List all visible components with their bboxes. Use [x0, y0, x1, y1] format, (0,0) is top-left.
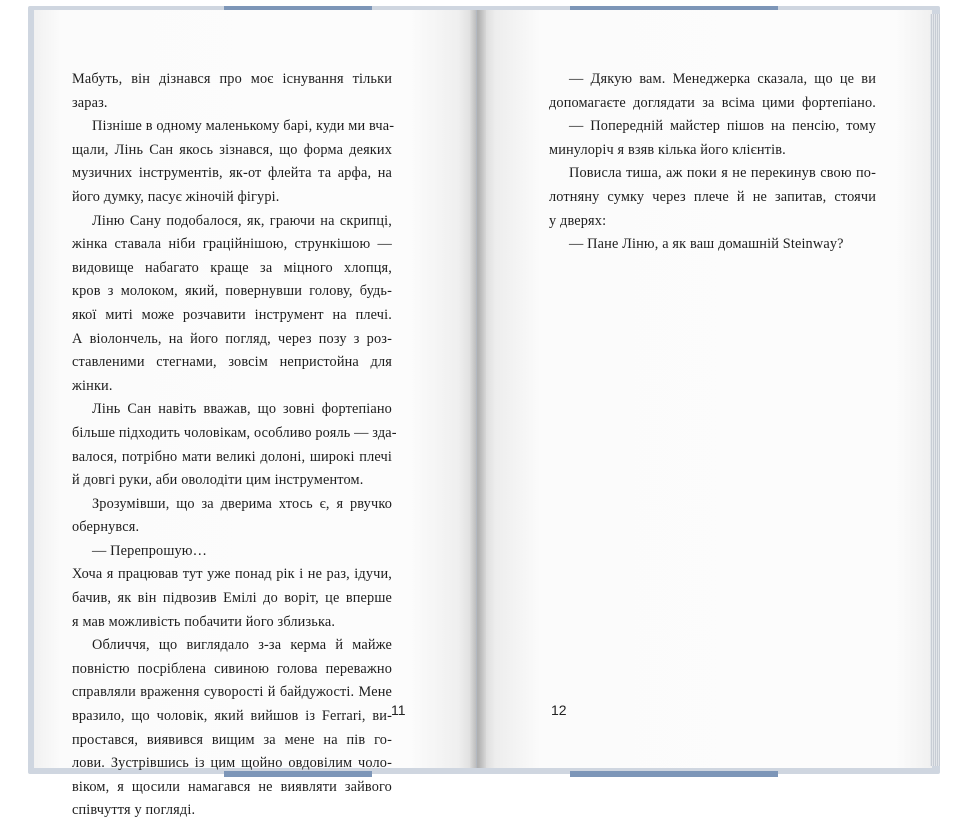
text-line: — Перепрошую… [92, 542, 208, 559]
book-gutter [470, 10, 486, 768]
text-line: Хоча я працював тут уже понад рік і не раз, ідучи, [72, 566, 392, 583]
text-line: його думку, пасує жіночій фігурі. [72, 188, 280, 205]
text-line: — Пане Ліню, а як ваш домашній Steinway? [569, 236, 844, 253]
text-line: обернувся. [72, 519, 140, 536]
text-line: А віолончель, на його погляд, через позу з роз- [72, 330, 392, 347]
text-line: простався, виявився вищим за мене на пів го- [72, 731, 392, 748]
text-line: якої миті може розчавити інструмент на плечі. [72, 306, 392, 323]
text-line: видовище набагато краще за міцного хлопця, [72, 259, 392, 276]
text-line: жінка ставала ніби граційнішою, стрункішою — [72, 236, 392, 253]
text-line: Зрозумівши, що за дверима хтось є, я рвучко [92, 495, 392, 512]
page-edges [930, 14, 940, 766]
text-line: лови. Зустрівшись із цим щойно овдовілим чоло- [72, 755, 392, 772]
text-line: Повисла тиша, аж поки я не перекинув свою по- [569, 165, 876, 182]
text-line: й довгі руки, аби оволодіти цим інструментом. [72, 472, 364, 489]
text-line: повністю посріблена сивиною голова переважно [72, 660, 392, 677]
text-line: Ліню Сану подобалося, як, граючи на скрипці, [92, 212, 392, 229]
text-line: жінки. [72, 377, 113, 394]
text-line: — Дякую вам. Менеджерка сказала, що це ви [569, 71, 876, 87]
text-line: Пізніше в одному маленькому барі, куди ми вча- [92, 118, 395, 135]
text-line: валося, потрібно мати великі долоні, широкі плечі [72, 448, 392, 465]
text-line: Мабуть, він дізнався про моє існування тільки [72, 71, 392, 87]
left-page-text [72, 68, 397, 823]
bookmark-ribbon-bottom-right [570, 771, 778, 777]
text-line: бачив, як він підвозив Емілі до воріт, це вперше [72, 590, 392, 607]
text-line: зараз. [72, 94, 108, 111]
page-number-left: 11 [391, 702, 406, 718]
text-line: кров з молоком, який, повернувши голову, будь- [72, 283, 392, 300]
text-line: вразило, що чоловік, який вийшов із Ferrari, ви- [72, 708, 392, 725]
text-line: справляли враження суворості й байдужості. Мене [72, 684, 392, 701]
right-page-text [549, 68, 876, 257]
text-line: співчуття у погляді. [72, 802, 196, 819]
text-line: більше підходить чоловікам, особливо рояль — зда- [72, 424, 397, 441]
text-line: минулоріч я взяв кілька його клієнтів. [549, 141, 786, 158]
text-line: щали, Лінь Сан якось зізнався, що форма деяких [72, 141, 392, 158]
text-line: лотняну сумку через плече й не запитав, стоячи [549, 188, 876, 205]
text-line: у дверях: [549, 212, 607, 229]
text-line: я мав можливість побачити його зблизька. [72, 613, 336, 630]
text-line: віком, я щосили намагався не виявляти зайвого [72, 778, 392, 795]
text-line: — Попередній майстер пішов на пенсію, тому [569, 118, 876, 135]
page-number-right: 12 [551, 702, 567, 718]
text-line: ставленими стегнами, зовсім непристойна для [72, 354, 392, 371]
text-line: музичних інструментів, як-от флейта та арфа, на [72, 165, 392, 182]
text-line: Лінь Сан навіть вважав, що зовні фортепіано [92, 401, 392, 418]
text-line: допомагаєте доглядати за всіма цими фортепіано. [549, 94, 876, 111]
text-line: Обличчя, що виглядало з-за керма й майже [92, 637, 392, 654]
